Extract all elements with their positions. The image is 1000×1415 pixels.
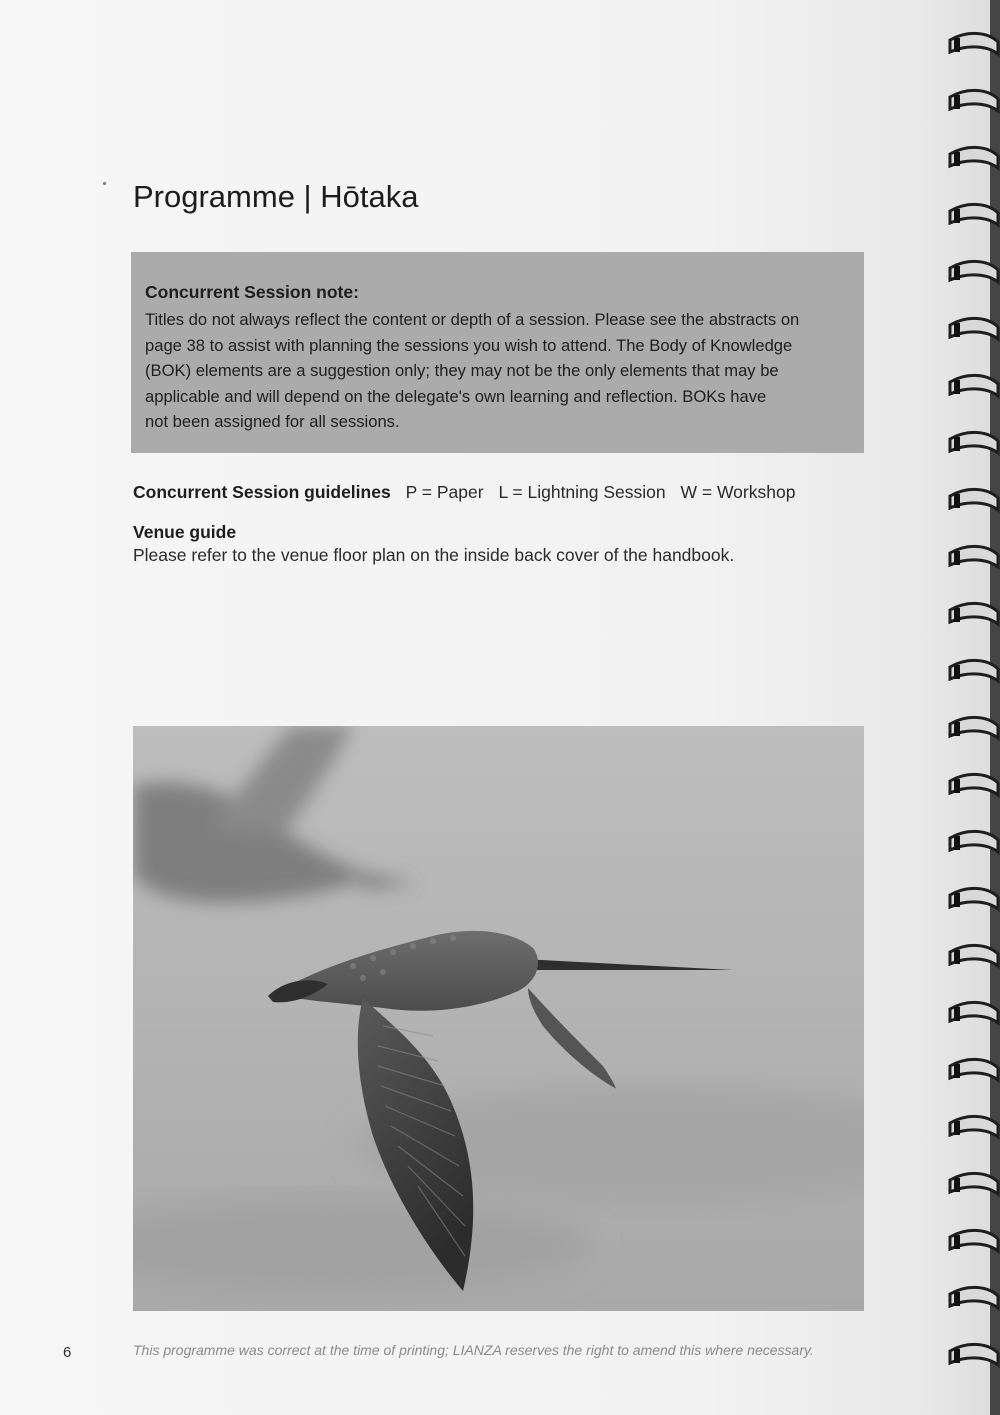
page-number: 6 [63,1344,72,1361]
binding-hole [954,665,960,679]
note-heading: Concurrent Session note: [145,282,359,302]
note-body [145,307,850,435]
binding-hole [954,266,960,280]
binding-hole [954,38,960,52]
scan-speck [103,182,106,185]
page-title: Programme | Hōtaka [133,178,419,214]
guideline-lightning: L = Lightning Session [498,482,666,502]
binding-hole [954,722,960,736]
binding-hole [954,437,960,451]
binding-hole [954,1121,960,1135]
binding-hole [954,551,960,565]
godwit-photo [133,726,864,1311]
binding-hole [954,1235,960,1249]
venue-guide-text: Please refer to the venue floor plan on the inside back cover of the handbook. [133,545,735,565]
binding-hole [954,95,960,109]
binding-hole [954,1349,960,1363]
footer-disclaimer: This programme was correct at the time of printing; LIANZA reserves the right to amend this where necessary. [133,1342,814,1358]
binding-hole [954,779,960,793]
note-line: (BOK) elements are a suggestion only; they may not be the only elements that may be [145,361,779,381]
binding-hole [954,1007,960,1021]
binding-hole [954,1292,960,1306]
binding-hole [954,950,960,964]
concurrent-session-note-box [131,252,864,453]
guideline-workshop: W = Workshop [680,482,796,502]
guideline-paper: P = Paper [405,482,484,502]
note-line: Titles do not always reflect the content or depth of a session. Please see the abstracts on [145,310,800,329]
spiral-binding [938,0,1000,1415]
binding-hole [954,1178,960,1192]
binding-hole [954,836,960,850]
bird-in-flight-image [133,726,864,1311]
binding-hole [954,323,960,337]
binding-hole [954,893,960,907]
note-line: applicable and will depend on the delegate's own learning and reflection. BOKs have [145,386,767,406]
binding-hole [954,209,960,223]
note-line: not been assigned for all sessions. [145,412,400,432]
binding-hole [954,608,960,622]
binding-hole [954,380,960,394]
session-guidelines [133,482,805,503]
note-line: page 38 to assist with planning the sessions you wish to attend. The Body of Knowledge [145,335,793,355]
binding-hole [954,1064,960,1078]
guidelines-label: Concurrent Session guidelines [133,482,391,502]
binding-hole [954,494,960,508]
venue-guide-heading: Venue guide [133,522,237,542]
binding-hole [954,152,960,166]
